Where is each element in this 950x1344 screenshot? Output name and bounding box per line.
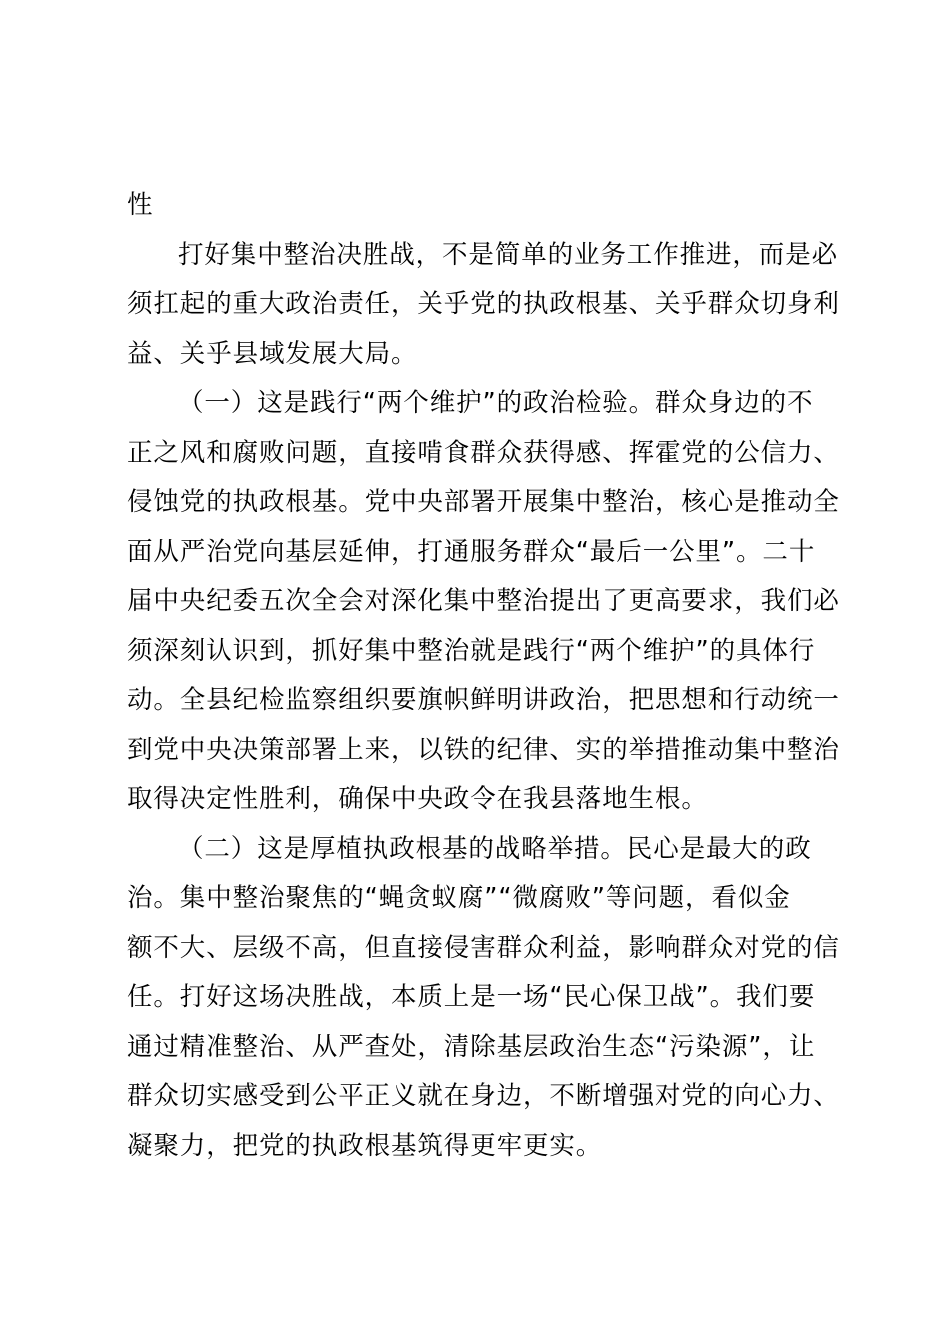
section-one-line: 面从严治党向基层延伸，打通服务群众“最后一公里”。二十 (127, 536, 816, 567)
section-two-heading-line: （二）这是厚植执政根基的战略举措。民心是最大的政 (178, 833, 812, 864)
section-two-line: 通过精准整治、从严查处，清除基层政治生态“污染源”，让 (127, 1031, 816, 1062)
section-one-line: 正之风和腐败问题，直接啃食群众获得感、挥霍党的公信力、 (127, 437, 840, 468)
section-two-line: 治。集中整治聚焦的“蝇贪蚁腐”“微腐败”等问题，看似金 (127, 883, 791, 913)
section-one-line: 取得决定性胜利，确保中央政令在我县落地生根。 (127, 784, 708, 814)
document-body (127, 181, 840, 1171)
section-two-line: 额不大、层级不高，但直接侵害群众利益，影响群众对党的信 (127, 932, 840, 963)
paragraph-intro-line: 打好集中整治决胜战，不是简单的业务工作推进，而是必 (178, 239, 839, 270)
section-one-line: 到党中央决策部署上来，以铁的纪律、实的举措推动集中整治 (127, 734, 840, 765)
section-two-line: 群众切实感受到公平正义就在身边，不断增强对党的向心力、 (127, 1081, 840, 1111)
paragraph-intro-line: 益、关乎县域发展大局。 (127, 338, 418, 369)
section-one-line: 动。全县纪检监察组织要旗帜鲜明讲政治，把思想和行动统一 (127, 685, 840, 715)
section-one-line: 届中央纪委五次全会对深化集中整治提出了更高要求，我们必 (127, 586, 840, 616)
text-line-continuation: 性 (127, 190, 154, 220)
paragraph-intro-line: 须扛起的重大政治责任，关乎党的执政根基、关乎群众切身利 (127, 289, 840, 319)
section-two-line: 任。打好这场决胜战，本质上是一场“民心保卫战”。我们要 (127, 982, 816, 1012)
section-two-line: 凝聚力，把党的执政根基筑得更牢更实。 (127, 1130, 603, 1161)
section-one-heading-line: （一）这是践行“两个维护”的政治检验。群众身边的不 (178, 388, 814, 418)
section-one-line: 侵蚀党的执政根基。党中央部署开展集中整治，核心是推动全 (127, 487, 840, 517)
section-one-line: 须深刻认识到，抓好集中整治就是践行“两个维护”的具体行 (127, 635, 816, 666)
